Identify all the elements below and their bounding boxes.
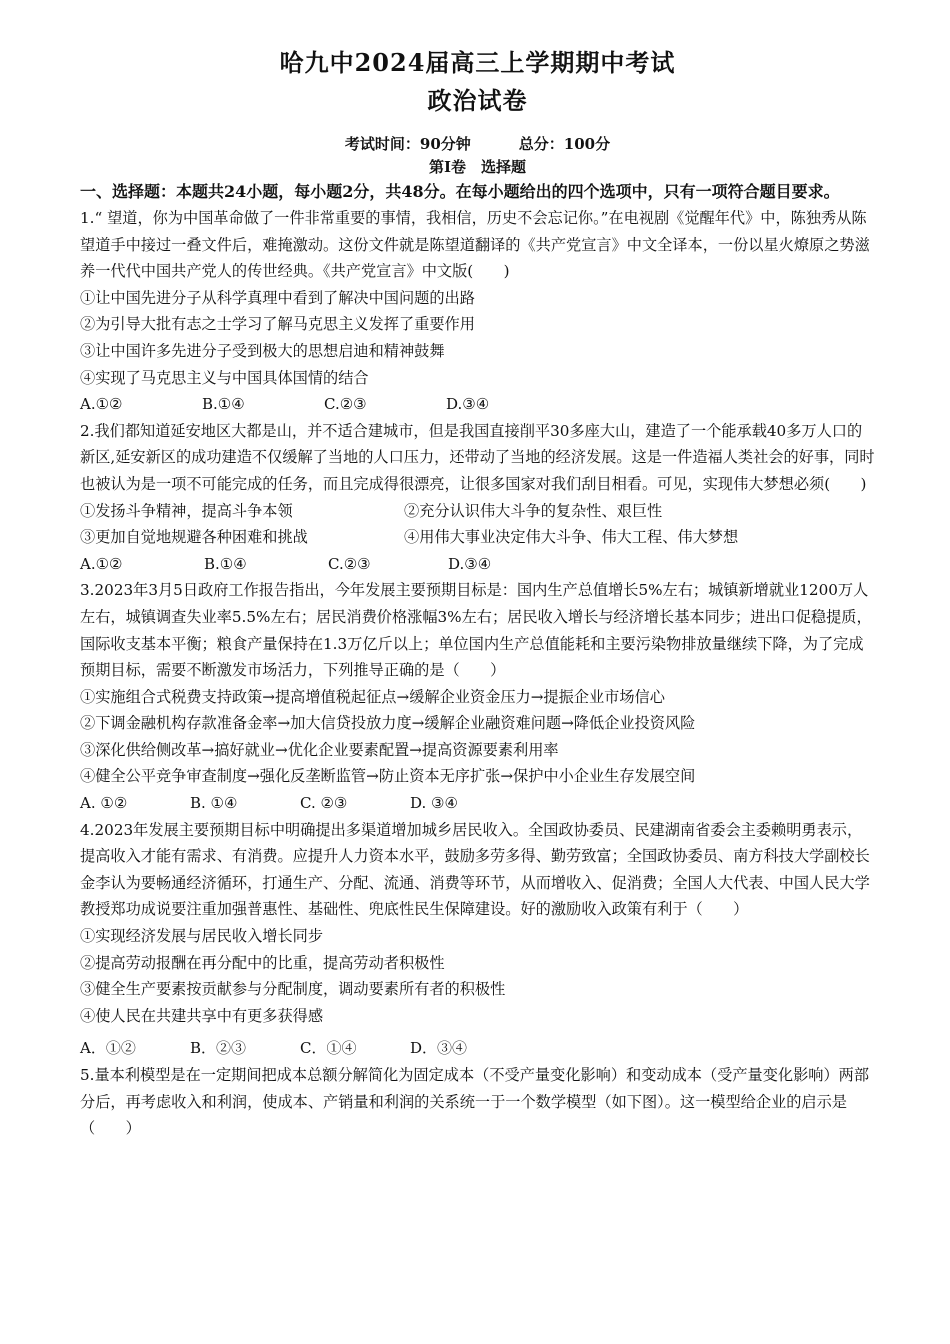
statement-item: ③让中国许多先进分子受到极大的思想启迪和精神鼓舞 — [80, 341, 445, 360]
statement-row — [80, 498, 875, 525]
answer-options — [80, 551, 875, 578]
option-b: B. ①④ — [190, 794, 238, 813]
statement-item: ③深化供给侧改革→搞好就业→优化企业要素配置→提高资源要素利用率 — [80, 740, 559, 759]
statement-item: ④用伟大事业决定伟大斗争、伟大工程、伟大梦想 — [404, 528, 739, 547]
option-d: D．③④ — [410, 1039, 468, 1058]
option-b: B．②③ — [190, 1039, 247, 1058]
statement-item: ③更加自觉地规避各种困难和挑战 — [80, 528, 308, 547]
statement-item: ②下调金融机构存款准备金率→加大信贷投放力度→缓解企业融资难问题→降低企业投资风险 — [80, 714, 696, 733]
statement-item: ②提高劳动报酬在再分配中的比重，提高劳动者积极性 — [80, 953, 445, 972]
option-c: C．①④ — [300, 1039, 357, 1058]
option-c: C.②③ — [324, 395, 367, 414]
total-score: 总分：100分 — [518, 135, 611, 153]
exam-page — [80, 44, 875, 1142]
statement-item: ②充分认识伟大斗争的复杂性、艰巨性 — [404, 501, 663, 520]
question-2 — [80, 418, 875, 578]
question-4 — [80, 817, 875, 1062]
option-d: D. ③④ — [410, 794, 458, 813]
option-a: A.①② — [80, 395, 123, 414]
option-b: B.①④ — [202, 395, 245, 414]
question-stem: 3.2023年3月5日政府工作报告指出，今年发展主要预期目标是：国内生产总值增长5%左右；城镇新增就业1200万人左右，城镇调查失业率5.5%左右；居民消费价格涨幅3%左右；居民收入增长与经济增长基本同步；进出口促稳提质，国际收支基本平衡；粮食产量保持在1.3万亿斤以上；单位国内生产总值能耗和主要污染物排放量继续下降，为了完成预期目标，需要不断激发市场活力，下列推导正确的是（ ） — [80, 581, 872, 680]
section-title: 第Ⅰ卷 选择题 — [428, 158, 527, 176]
question-stem: 2.我们都知道延安地区大都是山，并不适合建城市，但是我国直接削平30多座大山，建造了一个能承载40多万人口的新区,延安新区的成功建造不仅缓解了当地的人口压力，还带动了当地的经济发展。这是一件造福人类社会的好事，同时也被认为是一项不可能完成的任务，而且完成得很漂亮，让很多国家对我们刮目相看。可见，实现伟大梦想必须( ) — [80, 421, 875, 493]
exam-subject: 政治试卷 — [427, 86, 528, 115]
option-c: C.②③ — [328, 554, 371, 573]
question-stem: 5.量本利模型是在一定期间把成本总额分解简化为固定成本（不受产量变化影响）和变动成本（受产量变化影响）两部分后，再考虑收入和利润，使成本、产销量和利润的关系统一于一个数学模型（如下图）。这一模型给企业的启示是（ ） — [80, 1066, 870, 1138]
statement-item: ①发扬斗争精神，提高斗争本领 — [80, 501, 293, 520]
option-a: A. ①② — [80, 794, 128, 813]
statement-item: ③健全生产要素按贡献参与分配制度，调动要素所有者的积极性 — [80, 980, 506, 999]
statement-item: ④使人民在共建共享中有更多获得感 — [80, 1006, 323, 1025]
question-5 — [80, 1062, 875, 1142]
option-c: C. ②③ — [300, 794, 348, 813]
exam-meta — [80, 132, 875, 156]
option-d: D.③④ — [446, 395, 490, 414]
statement-item: ④健全公平竞争审查制度→强化反垄断监管→防止资本无序扩张→保护中小企业生存发展空间 — [80, 767, 696, 786]
statement-item: ②为引导大批有志之士学习了解马克思主义发挥了重要作用 — [80, 315, 475, 334]
answer-options — [80, 790, 875, 817]
question-stem: 4.2023年发展主要预期目标中明确提出多渠道增加城乡居民收入。全国政协委员、民建湖南省委会主委赖明勇表示，提高收入才能有需求、有消费。应提升人力资本水平，鼓励多劳多得、勤劳致富；全国政协委员、南方科技大学副校长金李认为要畅通经济循环，打通生产、分配、流通、消费等环节，从而增收入、促消费；全国人大代表、中国人民大学教授郑功成说要注重加强普惠性、基础性、兜底性民生保障建设。好的激励收入政策有利于（ ） — [80, 820, 870, 919]
option-b: B.①④ — [204, 554, 247, 573]
statement-item: ①实施组合式税费支持政策→提高增值税起征点→缓解企业资金压力→提振企业市场信心 — [80, 687, 665, 706]
answer-options — [80, 391, 875, 418]
exam-time: 考试时间：90分钟 — [344, 135, 471, 153]
statement-item: ①让中国先进分子从科学真理中看到了解决中国问题的出路 — [80, 288, 475, 307]
option-a: A．①② — [80, 1039, 136, 1058]
option-d: D.③④ — [448, 554, 492, 573]
statement-row — [80, 524, 875, 551]
question-1 — [80, 205, 875, 418]
question-3 — [80, 577, 875, 816]
statement-item: ①实现经济发展与居民收入增长同步 — [80, 927, 323, 946]
statement-item: ④实现了马克思主义与中国具体国情的结合 — [80, 368, 369, 387]
exam-title: 哈九中2024届高三上学期期中考试 — [279, 48, 676, 77]
answer-options — [80, 1035, 875, 1062]
section-instructions: 一、选择题：本题共24小题，每小题2分，共48分。在每小题给出的四个选项中，只有一项符合题目要求。 — [80, 182, 840, 201]
option-a: A.①② — [80, 554, 123, 573]
question-stem: 1.“ 望道，你为中国革命做了一件非常重要的事情，我相信，历史不会忘记你。”在电视剧《觉醒年代》中，陈独秀从陈望道手中接过一叠文件后，难掩激动。这份文件就是陈望道翻译的《共产党宣言》中文全译本，一份以星火燎原之势滋养一代代中国共产党人的传世经典。《共产党宣言》中文版( ) — [80, 209, 870, 281]
